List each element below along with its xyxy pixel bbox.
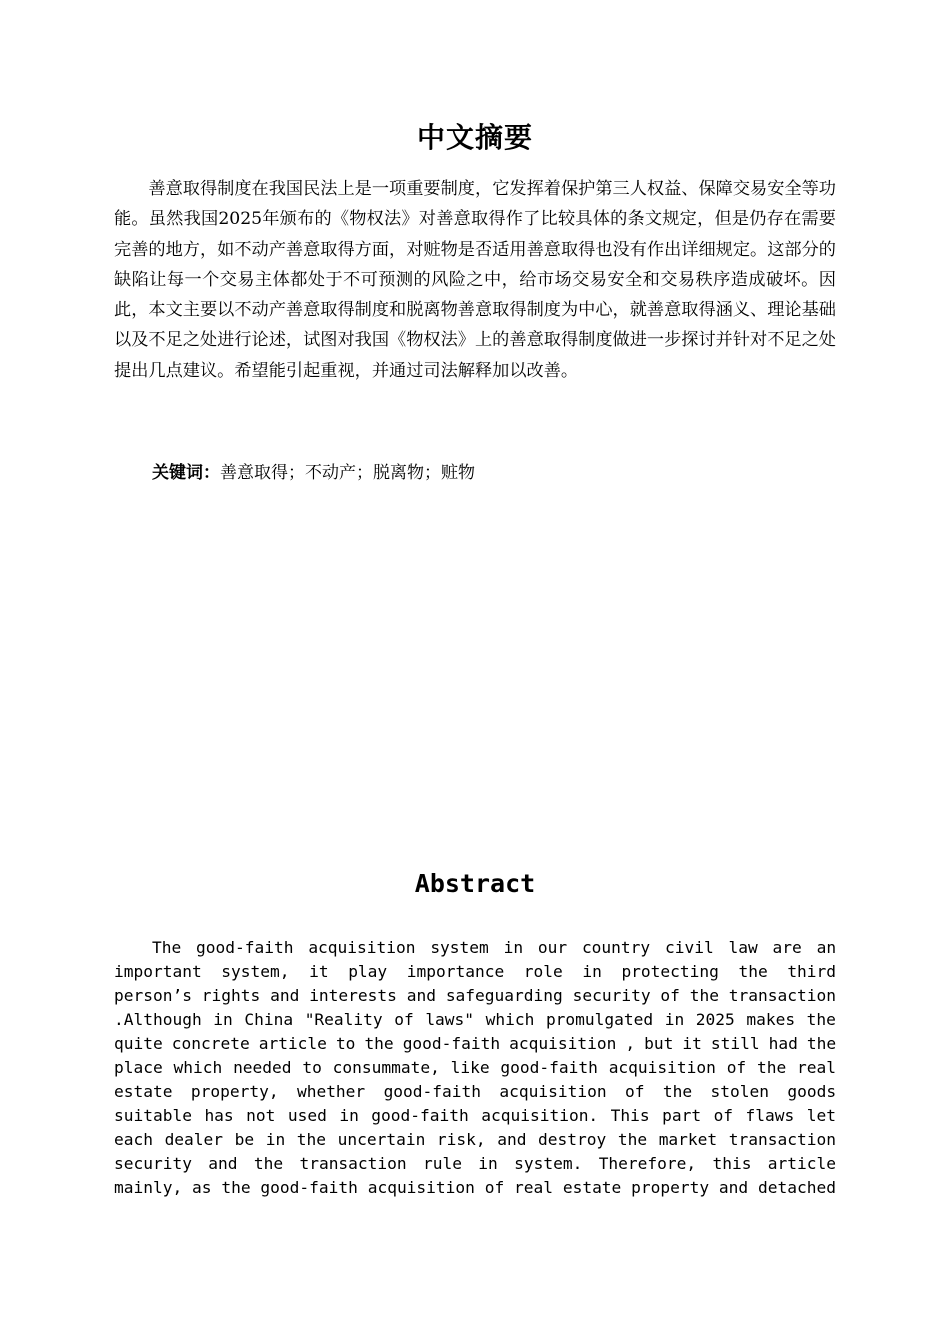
english-abstract-title: Abstract [414,869,536,898]
abstract-line: each dealer be in the uncertain risk, and destroy the market transaction [114,1130,836,1149]
abstract-line: place which needed to consummate, like good-faith acquisition of the real [114,1058,836,1077]
abstract-line: important system, it play importance role in protecting the third [114,962,836,981]
abstract-line: The good-faith acquisition system in our country civil law are an [152,938,836,957]
abstract-line: .Although in China "Reality of laws" which promulgated in 2025 makes the [114,1010,836,1029]
abstract-line: mainly, as the good-faith acquisition of real estate property and detached [114,1178,836,1197]
chinese-abstract-title: 中文摘要 [416,121,533,154]
abstract-line: suitable has not used in good-faith acquisition. This part of flaws let [114,1106,836,1125]
abstract-line: person’s rights and interests and safeguarding security of the transaction [114,986,836,1005]
chinese-abstract-body: 善意取得制度在我国民法上是一项重要制度，它发挥着保护第三人权益、保障交易安全等功能。虽然我国2025年颁布的《物权法》对善意取得作了比较具体的条文规定，但是仍存在需要完善的地方，如不动产善意取得方面，对赃物是否适用善意取得也没有作出详细规定。这部分的缺陷让每一个交易主体都处于不可预测的风险之中，给市场交易安全和交易秩序造成破坏。因此，本文主要以不动产善意取得制度和脱离物善意取得制度为中心，就善意取得涵义、理论基础以及不足之处进行论述，试图对我国《物权法》上的善意取得制度做进一步探讨并针对不足之处提出几点建议。希望能引起重视，并通过司法解释加以改善。 [114,179,836,381]
abstract-line: security and the transaction rule in system. Therefore, this article [114,1154,836,1173]
abstract-line: quite concrete article to the good-faith acquisition , but it still had the [114,1034,836,1053]
english-abstract-body [114,936,836,1200]
keywords-list: 善意取得；不动产；脱离物；赃物 [220,463,475,483]
keywords-label: 关键词： [152,463,220,483]
keywords-line [152,458,836,488]
abstract-line: estate property, whether good-faith acquisition of the stolen goods [114,1082,836,1101]
